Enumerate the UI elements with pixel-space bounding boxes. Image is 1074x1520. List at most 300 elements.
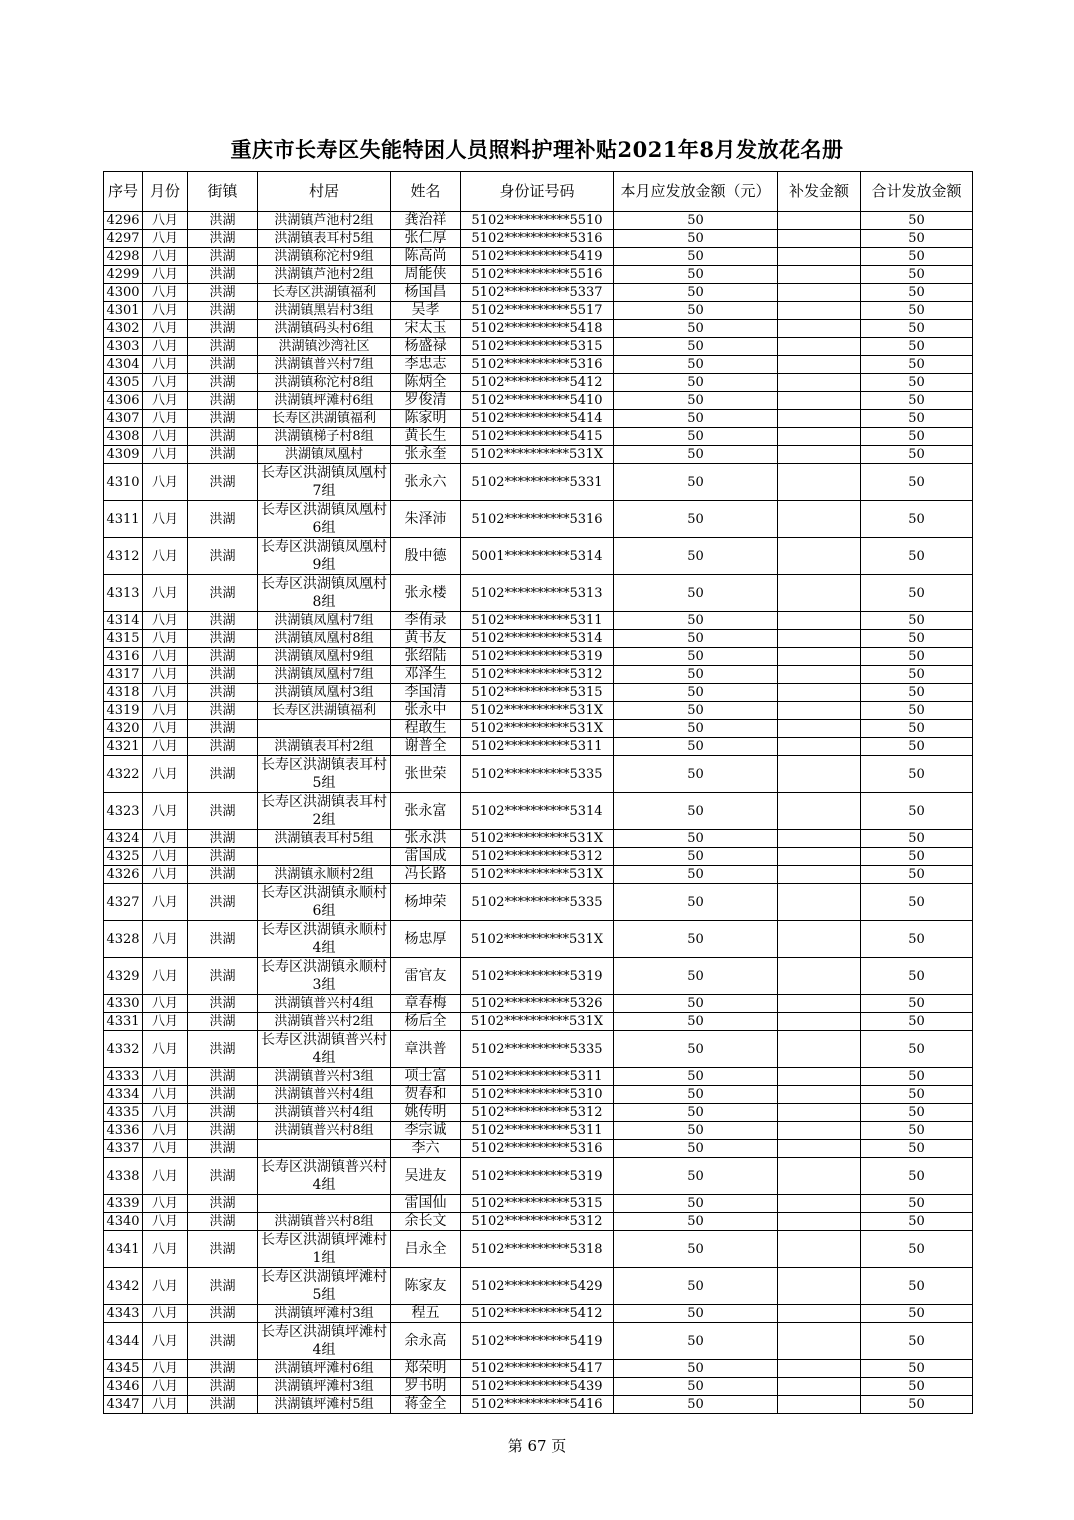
cell-month: 八月 bbox=[143, 501, 188, 538]
cell-id: 5102**********5316 bbox=[461, 1140, 614, 1158]
cell-village: 洪湖镇普兴村7组 bbox=[258, 356, 391, 374]
cell-no: 4306 bbox=[104, 392, 143, 410]
cell-total: 50 bbox=[861, 248, 973, 266]
cell-village: 长寿区洪湖镇福利 bbox=[258, 284, 391, 302]
cell-town: 洪湖 bbox=[188, 410, 258, 428]
cell-id: 5102**********5319 bbox=[461, 958, 614, 995]
cell-name: 余长文 bbox=[391, 1213, 461, 1231]
cell-month: 八月 bbox=[143, 1231, 188, 1268]
cell-extra bbox=[778, 921, 861, 958]
table-row bbox=[104, 1068, 973, 1086]
cell-name: 程五 bbox=[391, 1305, 461, 1323]
cell-village: 洪湖镇芦池村2组 bbox=[258, 266, 391, 284]
cell-month: 八月 bbox=[143, 410, 188, 428]
cell-no: 4342 bbox=[104, 1268, 143, 1305]
table-row bbox=[104, 1360, 973, 1378]
table-row bbox=[104, 1086, 973, 1104]
cell-village: 洪湖镇称沱村9组 bbox=[258, 248, 391, 266]
cell-town: 洪湖 bbox=[188, 793, 258, 830]
cell-month: 八月 bbox=[143, 995, 188, 1013]
cell-id: 5102**********5311 bbox=[461, 1122, 614, 1140]
cell-month: 八月 bbox=[143, 884, 188, 921]
cell-month: 八月 bbox=[143, 230, 188, 248]
cell-village: 洪湖镇芦池村2组 bbox=[258, 212, 391, 230]
cell-town: 洪湖 bbox=[188, 1195, 258, 1213]
cell-name: 黄书友 bbox=[391, 630, 461, 648]
cell-name: 罗书明 bbox=[391, 1378, 461, 1396]
cell-id: 5102**********5418 bbox=[461, 320, 614, 338]
table-row bbox=[104, 1158, 973, 1195]
cell-amount: 50 bbox=[614, 374, 778, 392]
table-row bbox=[104, 374, 973, 392]
cell-name: 吴进友 bbox=[391, 1158, 461, 1195]
cell-village: 长寿区洪湖镇普兴村4组 bbox=[258, 1031, 391, 1068]
table-row bbox=[104, 248, 973, 266]
cell-name: 邓泽生 bbox=[391, 666, 461, 684]
table-row bbox=[104, 575, 973, 612]
cell-village bbox=[258, 1195, 391, 1213]
cell-month: 八月 bbox=[143, 392, 188, 410]
cell-id: 5102**********5439 bbox=[461, 1378, 614, 1396]
cell-extra bbox=[778, 1360, 861, 1378]
cell-total: 50 bbox=[861, 1305, 973, 1323]
cell-total: 50 bbox=[861, 230, 973, 248]
cell-town: 洪湖 bbox=[188, 1213, 258, 1231]
cell-id: 5001**********5314 bbox=[461, 538, 614, 575]
table-row bbox=[104, 612, 973, 630]
cell-no: 4314 bbox=[104, 612, 143, 630]
table-row bbox=[104, 392, 973, 410]
cell-id: 5102**********5335 bbox=[461, 1031, 614, 1068]
cell-no: 4322 bbox=[104, 756, 143, 793]
cell-id: 5102**********5410 bbox=[461, 392, 614, 410]
cell-amount: 50 bbox=[614, 684, 778, 702]
cell-name: 李国清 bbox=[391, 684, 461, 702]
cell-amount: 50 bbox=[614, 830, 778, 848]
page-title: 重庆市长寿区失能特困人员照料护理补贴2021年8月发放花名册 bbox=[230, 137, 844, 162]
cell-amount: 50 bbox=[614, 1031, 778, 1068]
cell-no: 4334 bbox=[104, 1086, 143, 1104]
cell-town: 洪湖 bbox=[188, 1268, 258, 1305]
cell-no: 4345 bbox=[104, 1360, 143, 1378]
cell-id: 5102**********5311 bbox=[461, 612, 614, 630]
cell-town: 洪湖 bbox=[188, 1396, 258, 1414]
cell-extra bbox=[778, 1305, 861, 1323]
cell-total: 50 bbox=[861, 338, 973, 356]
cell-month: 八月 bbox=[143, 793, 188, 830]
cell-total: 50 bbox=[861, 410, 973, 428]
cell-month: 八月 bbox=[143, 1031, 188, 1068]
cell-no: 4331 bbox=[104, 1013, 143, 1031]
cell-month: 八月 bbox=[143, 1360, 188, 1378]
cell-month: 八月 bbox=[143, 1268, 188, 1305]
cell-extra bbox=[778, 1122, 861, 1140]
cell-id: 5102**********531X bbox=[461, 921, 614, 958]
cell-name: 雷国仙 bbox=[391, 1195, 461, 1213]
cell-name: 余永高 bbox=[391, 1323, 461, 1360]
cell-total: 50 bbox=[861, 1068, 973, 1086]
col-header-town: 街镇 bbox=[188, 172, 258, 212]
cell-month: 八月 bbox=[143, 248, 188, 266]
cell-name: 龚治祥 bbox=[391, 212, 461, 230]
cell-month: 八月 bbox=[143, 320, 188, 338]
cell-town: 洪湖 bbox=[188, 648, 258, 666]
cell-town: 洪湖 bbox=[188, 501, 258, 538]
cell-id: 5102**********5314 bbox=[461, 793, 614, 830]
cell-name: 吕永全 bbox=[391, 1231, 461, 1268]
cell-town: 洪湖 bbox=[188, 1104, 258, 1122]
cell-id: 5102**********5417 bbox=[461, 1360, 614, 1378]
table-row bbox=[104, 230, 973, 248]
cell-total: 50 bbox=[861, 720, 973, 738]
cell-town: 洪湖 bbox=[188, 212, 258, 230]
table-row bbox=[104, 738, 973, 756]
table-row bbox=[104, 793, 973, 830]
cell-amount: 50 bbox=[614, 866, 778, 884]
cell-village: 洪湖镇码头村6组 bbox=[258, 320, 391, 338]
table-row bbox=[104, 666, 973, 684]
cell-no: 4340 bbox=[104, 1213, 143, 1231]
cell-total: 50 bbox=[861, 284, 973, 302]
cell-extra bbox=[778, 1323, 861, 1360]
table-row bbox=[104, 1104, 973, 1122]
cell-amount: 50 bbox=[614, 793, 778, 830]
table-row bbox=[104, 428, 973, 446]
cell-total: 50 bbox=[861, 958, 973, 995]
cell-town: 洪湖 bbox=[188, 284, 258, 302]
cell-name: 张永楼 bbox=[391, 575, 461, 612]
cell-no: 4315 bbox=[104, 630, 143, 648]
cell-extra bbox=[778, 1396, 861, 1414]
cell-town: 洪湖 bbox=[188, 666, 258, 684]
cell-extra bbox=[778, 464, 861, 501]
cell-town: 洪湖 bbox=[188, 248, 258, 266]
cell-name: 张永富 bbox=[391, 793, 461, 830]
cell-extra bbox=[778, 1378, 861, 1396]
cell-total: 50 bbox=[861, 648, 973, 666]
cell-total: 50 bbox=[861, 684, 973, 702]
cell-month: 八月 bbox=[143, 738, 188, 756]
cell-month: 八月 bbox=[143, 1213, 188, 1231]
cell-total: 50 bbox=[861, 320, 973, 338]
cell-month: 八月 bbox=[143, 1013, 188, 1031]
cell-total: 50 bbox=[861, 374, 973, 392]
cell-extra bbox=[778, 374, 861, 392]
cell-amount: 50 bbox=[614, 921, 778, 958]
cell-no: 4323 bbox=[104, 793, 143, 830]
cell-amount: 50 bbox=[614, 1268, 778, 1305]
cell-town: 洪湖 bbox=[188, 921, 258, 958]
cell-name: 李侑录 bbox=[391, 612, 461, 630]
cell-town: 洪湖 bbox=[188, 538, 258, 575]
cell-total: 50 bbox=[861, 266, 973, 284]
cell-month: 八月 bbox=[143, 1195, 188, 1213]
cell-amount: 50 bbox=[614, 538, 778, 575]
cell-town: 洪湖 bbox=[188, 830, 258, 848]
cell-total: 50 bbox=[861, 1268, 973, 1305]
cell-total: 50 bbox=[861, 1378, 973, 1396]
cell-town: 洪湖 bbox=[188, 884, 258, 921]
cell-month: 八月 bbox=[143, 1158, 188, 1195]
cell-village: 洪湖镇坪滩村5组 bbox=[258, 1396, 391, 1414]
cell-extra bbox=[778, 1268, 861, 1305]
cell-village: 洪湖镇凤凰村9组 bbox=[258, 648, 391, 666]
table-row bbox=[104, 1195, 973, 1213]
cell-id: 5102**********5326 bbox=[461, 995, 614, 1013]
cell-total: 50 bbox=[861, 464, 973, 501]
table-row bbox=[104, 756, 973, 793]
cell-total: 50 bbox=[861, 212, 973, 230]
col-header-month: 月份 bbox=[143, 172, 188, 212]
cell-id: 5102**********5419 bbox=[461, 248, 614, 266]
cell-month: 八月 bbox=[143, 428, 188, 446]
cell-month: 八月 bbox=[143, 338, 188, 356]
cell-amount: 50 bbox=[614, 1213, 778, 1231]
cell-total: 50 bbox=[861, 612, 973, 630]
cell-village: 洪湖镇普兴村8组 bbox=[258, 1213, 391, 1231]
cell-month: 八月 bbox=[143, 1068, 188, 1086]
table-row bbox=[104, 284, 973, 302]
cell-month: 八月 bbox=[143, 212, 188, 230]
table-row bbox=[104, 830, 973, 848]
cell-amount: 50 bbox=[614, 1068, 778, 1086]
cell-no: 4344 bbox=[104, 1323, 143, 1360]
table-row bbox=[104, 1013, 973, 1031]
cell-total: 50 bbox=[861, 866, 973, 884]
cell-id: 5102**********5314 bbox=[461, 630, 614, 648]
table-row bbox=[104, 1378, 973, 1396]
cell-no: 4299 bbox=[104, 266, 143, 284]
cell-village: 长寿区洪湖镇凤凰村7组 bbox=[258, 464, 391, 501]
cell-name: 张永奎 bbox=[391, 446, 461, 464]
cell-name: 周能侠 bbox=[391, 266, 461, 284]
cell-amount: 50 bbox=[614, 1360, 778, 1378]
cell-total: 50 bbox=[861, 702, 973, 720]
cell-month: 八月 bbox=[143, 684, 188, 702]
cell-village: 长寿区洪湖镇永顺村3组 bbox=[258, 958, 391, 995]
cell-no: 4339 bbox=[104, 1195, 143, 1213]
table-row bbox=[104, 446, 973, 464]
cell-month: 八月 bbox=[143, 266, 188, 284]
cell-month: 八月 bbox=[143, 630, 188, 648]
cell-town: 洪湖 bbox=[188, 1140, 258, 1158]
cell-name: 张绍陆 bbox=[391, 648, 461, 666]
cell-total: 50 bbox=[861, 356, 973, 374]
cell-extra bbox=[778, 1031, 861, 1068]
cell-month: 八月 bbox=[143, 612, 188, 630]
table-row bbox=[104, 538, 973, 575]
header-row bbox=[104, 172, 973, 212]
cell-id: 5102**********5419 bbox=[461, 1323, 614, 1360]
cell-no: 4326 bbox=[104, 866, 143, 884]
cell-extra bbox=[778, 302, 861, 320]
cell-no: 4335 bbox=[104, 1104, 143, 1122]
table-row bbox=[104, 356, 973, 374]
cell-total: 50 bbox=[861, 392, 973, 410]
cell-total: 50 bbox=[861, 1013, 973, 1031]
cell-name: 冯长路 bbox=[391, 866, 461, 884]
cell-village bbox=[258, 720, 391, 738]
cell-no: 4346 bbox=[104, 1378, 143, 1396]
cell-month: 八月 bbox=[143, 1104, 188, 1122]
cell-town: 洪湖 bbox=[188, 958, 258, 995]
table-row bbox=[104, 958, 973, 995]
table-row bbox=[104, 720, 973, 738]
cell-extra bbox=[778, 630, 861, 648]
cell-name: 陈家明 bbox=[391, 410, 461, 428]
cell-name: 程敢生 bbox=[391, 720, 461, 738]
cell-name: 杨盛禄 bbox=[391, 338, 461, 356]
cell-no: 4318 bbox=[104, 684, 143, 702]
cell-no: 4307 bbox=[104, 410, 143, 428]
cell-town: 洪湖 bbox=[188, 266, 258, 284]
cell-town: 洪湖 bbox=[188, 230, 258, 248]
cell-town: 洪湖 bbox=[188, 995, 258, 1013]
cell-total: 50 bbox=[861, 575, 973, 612]
table-row bbox=[104, 501, 973, 538]
cell-village: 洪湖镇坪滩村6组 bbox=[258, 1360, 391, 1378]
cell-amount: 50 bbox=[614, 630, 778, 648]
col-header-id: 身份证号码 bbox=[461, 172, 614, 212]
cell-id: 5102**********5510 bbox=[461, 212, 614, 230]
cell-amount: 50 bbox=[614, 212, 778, 230]
cell-extra bbox=[778, 1086, 861, 1104]
cell-total: 50 bbox=[861, 1140, 973, 1158]
cell-village: 洪湖镇凤凰村7组 bbox=[258, 612, 391, 630]
cell-name: 陈家友 bbox=[391, 1268, 461, 1305]
cell-no: 4309 bbox=[104, 446, 143, 464]
cell-id: 5102**********5312 bbox=[461, 848, 614, 866]
cell-extra bbox=[778, 648, 861, 666]
cell-total: 50 bbox=[861, 538, 973, 575]
cell-name: 张永洪 bbox=[391, 830, 461, 848]
cell-amount: 50 bbox=[614, 248, 778, 266]
cell-id: 5102**********5316 bbox=[461, 230, 614, 248]
cell-amount: 50 bbox=[614, 428, 778, 446]
cell-id: 5102**********5335 bbox=[461, 756, 614, 793]
cell-extra bbox=[778, 392, 861, 410]
cell-village: 洪湖镇凤凰村3组 bbox=[258, 684, 391, 702]
cell-month: 八月 bbox=[143, 756, 188, 793]
roster-table-container bbox=[103, 171, 973, 1414]
cell-month: 八月 bbox=[143, 284, 188, 302]
cell-id: 5102**********5416 bbox=[461, 1396, 614, 1414]
cell-amount: 50 bbox=[614, 392, 778, 410]
cell-extra bbox=[778, 612, 861, 630]
cell-extra bbox=[778, 338, 861, 356]
cell-id: 5102**********531X bbox=[461, 720, 614, 738]
cell-id: 5102**********5310 bbox=[461, 1086, 614, 1104]
cell-town: 洪湖 bbox=[188, 1068, 258, 1086]
cell-total: 50 bbox=[861, 1104, 973, 1122]
cell-village: 长寿区洪湖镇凤凰村6组 bbox=[258, 501, 391, 538]
cell-amount: 50 bbox=[614, 738, 778, 756]
cell-no: 4308 bbox=[104, 428, 143, 446]
cell-id: 5102**********5316 bbox=[461, 501, 614, 538]
cell-name: 项士富 bbox=[391, 1068, 461, 1086]
cell-id: 5102**********5311 bbox=[461, 738, 614, 756]
table-row bbox=[104, 684, 973, 702]
cell-id: 5102**********531X bbox=[461, 1013, 614, 1031]
cell-amount: 50 bbox=[614, 1122, 778, 1140]
cell-no: 4300 bbox=[104, 284, 143, 302]
cell-total: 50 bbox=[861, 1360, 973, 1378]
cell-no: 4303 bbox=[104, 338, 143, 356]
table-row bbox=[104, 921, 973, 958]
cell-total: 50 bbox=[861, 793, 973, 830]
cell-extra bbox=[778, 666, 861, 684]
cell-month: 八月 bbox=[143, 958, 188, 995]
table-row bbox=[104, 648, 973, 666]
cell-id: 5102**********5517 bbox=[461, 302, 614, 320]
cell-id: 5102**********5412 bbox=[461, 1305, 614, 1323]
table-row bbox=[104, 702, 973, 720]
cell-village bbox=[258, 1140, 391, 1158]
table-row bbox=[104, 1396, 973, 1414]
roster-body bbox=[104, 212, 973, 1414]
cell-id: 5102**********5312 bbox=[461, 1213, 614, 1231]
cell-month: 八月 bbox=[143, 666, 188, 684]
cell-id: 5102**********531X bbox=[461, 866, 614, 884]
cell-no: 4328 bbox=[104, 921, 143, 958]
cell-village: 洪湖镇沙湾社区 bbox=[258, 338, 391, 356]
cell-total: 50 bbox=[861, 1396, 973, 1414]
cell-extra bbox=[778, 738, 861, 756]
cell-month: 八月 bbox=[143, 1396, 188, 1414]
table-row bbox=[104, 866, 973, 884]
cell-no: 4343 bbox=[104, 1305, 143, 1323]
cell-id: 5102**********5318 bbox=[461, 1231, 614, 1268]
cell-name: 雷国成 bbox=[391, 848, 461, 866]
cell-amount: 50 bbox=[614, 884, 778, 921]
cell-id: 5102**********5337 bbox=[461, 284, 614, 302]
cell-amount: 50 bbox=[614, 1158, 778, 1195]
cell-no: 4319 bbox=[104, 702, 143, 720]
cell-town: 洪湖 bbox=[188, 848, 258, 866]
cell-extra bbox=[778, 320, 861, 338]
page-number: 第 67 页 bbox=[507, 1437, 567, 1455]
cell-name: 罗俊清 bbox=[391, 392, 461, 410]
cell-village: 洪湖镇普兴村4组 bbox=[258, 1086, 391, 1104]
cell-no: 4305 bbox=[104, 374, 143, 392]
cell-no: 4327 bbox=[104, 884, 143, 921]
cell-amount: 50 bbox=[614, 266, 778, 284]
cell-town: 洪湖 bbox=[188, 720, 258, 738]
table-row bbox=[104, 1231, 973, 1268]
cell-name: 谢普全 bbox=[391, 738, 461, 756]
cell-extra bbox=[778, 1104, 861, 1122]
cell-extra bbox=[778, 684, 861, 702]
cell-month: 八月 bbox=[143, 446, 188, 464]
cell-town: 洪湖 bbox=[188, 464, 258, 501]
cell-month: 八月 bbox=[143, 1086, 188, 1104]
cell-total: 50 bbox=[861, 446, 973, 464]
cell-month: 八月 bbox=[143, 464, 188, 501]
cell-amount: 50 bbox=[614, 284, 778, 302]
table-row bbox=[104, 212, 973, 230]
cell-extra bbox=[778, 848, 861, 866]
cell-extra bbox=[778, 1158, 861, 1195]
table-row bbox=[104, 302, 973, 320]
cell-no: 4330 bbox=[104, 995, 143, 1013]
cell-town: 洪湖 bbox=[188, 428, 258, 446]
cell-total: 50 bbox=[861, 1213, 973, 1231]
cell-no: 4329 bbox=[104, 958, 143, 995]
cell-no: 4310 bbox=[104, 464, 143, 501]
cell-id: 5102**********5316 bbox=[461, 356, 614, 374]
cell-total: 50 bbox=[861, 666, 973, 684]
cell-village: 洪湖镇表耳村2组 bbox=[258, 738, 391, 756]
